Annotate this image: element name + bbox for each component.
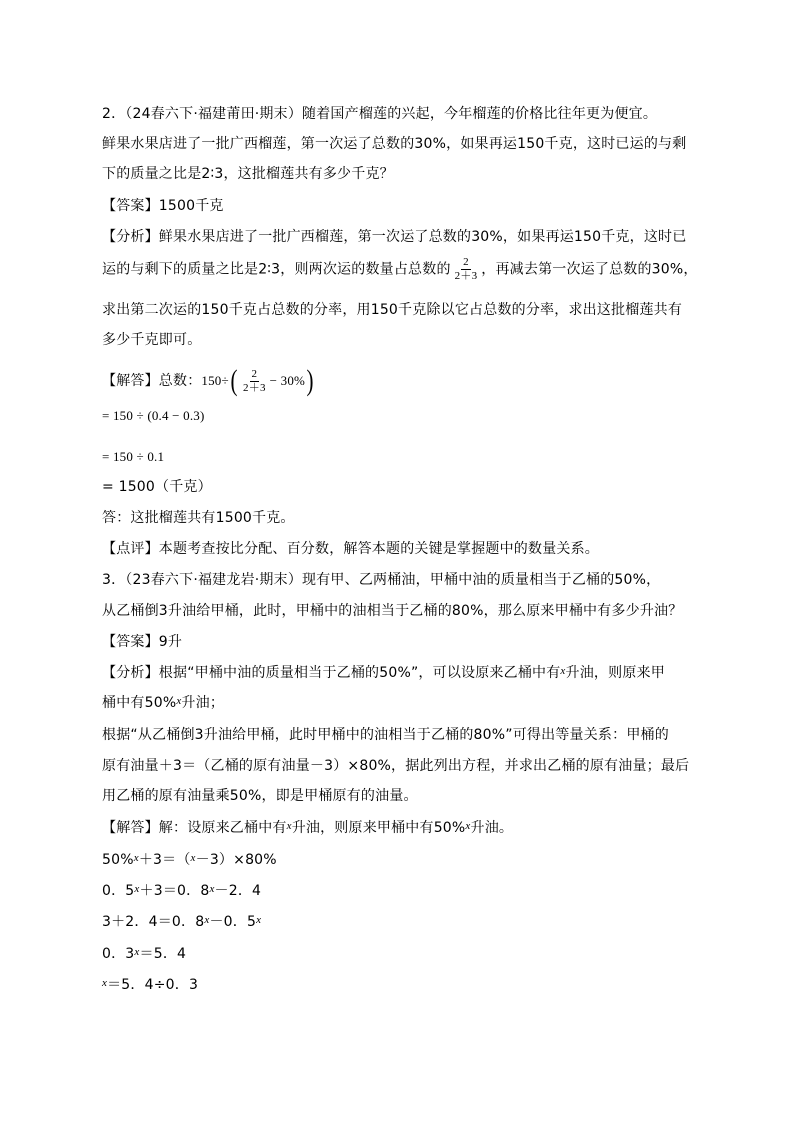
eq-part: 0．5 — [102, 883, 135, 899]
q3-solution-text-c: 升油。 — [470, 820, 514, 836]
variable-x: x — [134, 946, 140, 958]
q2-solution — [102, 366, 315, 396]
q3-analysis-2 — [102, 693, 224, 714]
variable-x: x — [190, 852, 196, 864]
q3-equation-3 — [102, 912, 261, 933]
fraction-denominator: 2＋3 — [454, 270, 478, 282]
variable-x: x — [286, 820, 292, 832]
q3-equation-5 — [102, 975, 198, 996]
eq-part: ＋3＝0．8 — [139, 883, 210, 899]
q2-step-3: = 1500（千克） — [102, 479, 212, 495]
q2-analysis-2 — [102, 256, 698, 283]
variable-x: x — [204, 914, 210, 926]
q3-analysis-2-text-a: 桶中有50% — [102, 695, 177, 711]
q3-analysis-1-text-a: 【分析】根据“甲桶中油的质量相当于乙桶的50%”，可以设原来乙桶中有 — [102, 665, 561, 681]
q2-solution-expr-a: 150÷ — [201, 373, 229, 388]
variable-x: x — [176, 695, 182, 707]
q2-step-1: = 150 ÷ (0.4 − 0.3) — [102, 408, 205, 423]
q3-equation-2 — [102, 881, 261, 902]
q2-analysis-fraction — [453, 256, 480, 283]
q2-line-3: 下的质量之比是2∶3，这批榴莲共有多少千克？ — [102, 166, 394, 182]
q3-analysis-4: 原有油量＋3＝（乙桶的原有油量－3）×80%，据此列出方程，并求出乙桶的原有油量；最后 — [102, 758, 690, 774]
variable-x: x — [256, 914, 262, 926]
q3-equation-4 — [102, 944, 186, 965]
q3-solution-text-b: 升油，则原来甲桶中有50% — [291, 820, 466, 836]
q3-line-1: 3．（23春六下·福建龙岩·期末）现有甲、乙两桶油，甲桶中油的质量相当于乙桶的50%， — [102, 572, 661, 588]
q3-answer: 【答案】9升 — [102, 634, 183, 650]
q3-solution — [102, 818, 513, 839]
q2-analysis-4: 多少千克即可。 — [102, 332, 202, 348]
q2-line-2: 鲜果水果店进了一批广西榴莲，第一次运了总数的30%，如果再运150千克，这时已运的与剩 — [102, 136, 687, 152]
right-paren: ) — [306, 364, 314, 397]
q3-analysis-2-text-b: 升油； — [181, 695, 225, 711]
variable-x: x — [209, 883, 215, 895]
eq-part: 3＋2．4＝0．8 — [102, 914, 205, 930]
q3-solution-text-a: 【解答】解：设原来乙桶中有 — [102, 820, 287, 836]
eq-part: ＝5．4 — [139, 946, 187, 962]
q3-analysis-5: 用乙桶的原有油量乘50%，即是甲桶原有的油量。 — [102, 788, 418, 804]
q2-analysis-1: 【分析】鲜果水果店进了一批广西榴莲，第一次运了总数的30%，如果再运150千克，这时已 — [102, 229, 687, 245]
fraction-numerator: 2 — [251, 367, 258, 380]
q2-analysis-2-text-b: ，再减去第一次运了总数的30%， — [481, 261, 698, 278]
eq-part: －0．5 — [209, 914, 257, 930]
fraction-numerator: 2 — [463, 256, 469, 268]
q2-analysis-3: 求出第二次运的150千克占总数的分率，用150千克除以它占总数的分率，求出这批榴莲共有 — [102, 302, 683, 318]
eq-part: ＋3＝（ — [138, 852, 191, 868]
q3-analysis-1 — [102, 663, 665, 684]
variable-x: x — [465, 820, 471, 832]
eq-part: ＝5．4÷0．3 — [107, 977, 199, 993]
variable-x: x — [102, 977, 108, 989]
fraction-denominator: 2＋3 — [243, 381, 266, 394]
q3-analysis-3: 根据“从乙桶倒3升油给甲桶，此时甲桶中的油相当于乙桶的80%”可得出等量关系：甲桶的 — [102, 727, 669, 743]
q2-answer: 【答案】1500千克 — [102, 198, 224, 214]
q2-analysis-2-text-a: 运的与剩下的质量之比是2∶3，则两次运的数量占总数的 — [102, 261, 451, 278]
variable-x: x — [134, 883, 140, 895]
eq-part: 50% — [102, 852, 134, 868]
variable-x: x — [133, 852, 139, 864]
q2-solution-expr-b: − 30% — [269, 373, 306, 388]
q3-line-2: 从乙桶倒3升油给甲桶，此时，甲桶中的油相当于乙桶的80%，那么原来甲桶中有多少升油？ — [102, 603, 683, 619]
q2-final-answer: 答：这批榴莲共有1500千克。 — [102, 510, 295, 526]
q3-equation-1 — [102, 850, 277, 871]
q2-solution-label: 【解答】总数： — [102, 373, 202, 389]
q2-step-2: = 150 ÷ 0.1 — [102, 449, 165, 464]
q3-analysis-1-text-b: 升油，则原来甲 — [565, 665, 665, 681]
eq-part: 0．3 — [102, 946, 135, 962]
variable-x: x — [560, 665, 566, 677]
left-paren: ( — [230, 364, 238, 397]
eq-part: －2．4 — [214, 883, 262, 899]
q2-line-1: 2．（24春六下·福建莆田·期末）随着国产榴莲的兴起，今年榴莲的价格比往年更为便宜。 — [102, 106, 658, 122]
eq-part: －3）×80% — [195, 852, 277, 868]
q2-comment: 【点评】本题考查按比分配、百分数，解答本题的关键是掌握题中的数量关系。 — [102, 541, 599, 557]
q2-solution-fraction — [241, 368, 268, 395]
